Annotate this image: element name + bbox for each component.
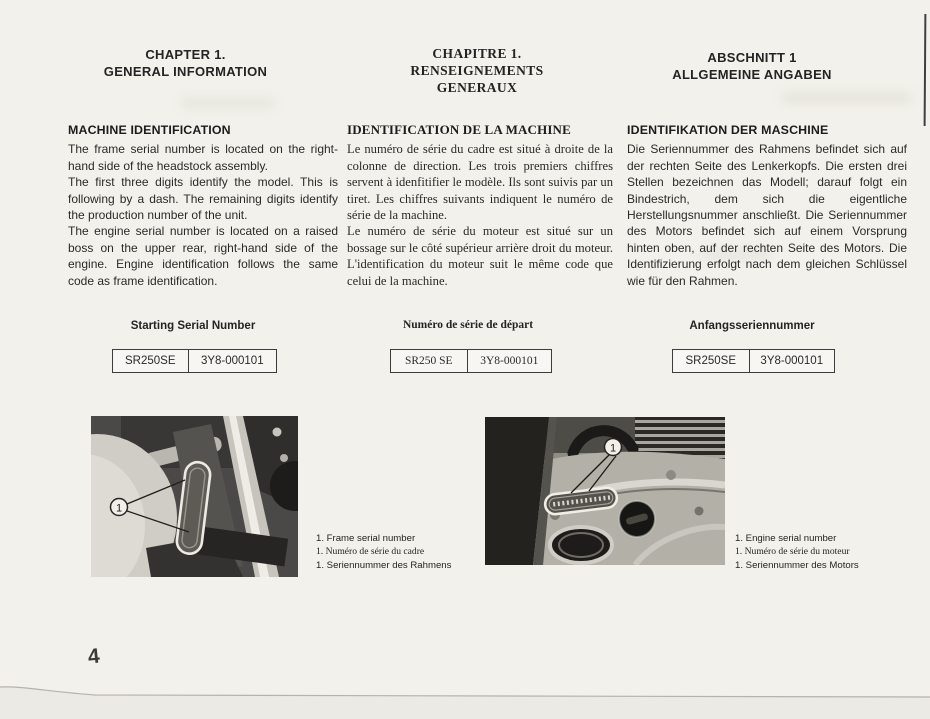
chapter-line: ABSCHNITT 1 (707, 50, 797, 65)
serial-model-cell: SR250 SE (404, 355, 453, 367)
chapter-line: RENSEIGNEMENTS (410, 63, 544, 78)
serial-label-fr: Numéro de série de départ (402, 319, 534, 331)
serial-label-en: Starting Serial Number (130, 320, 256, 332)
chapter-heading-de (635, 49, 869, 83)
chapter-heading-en (68, 46, 303, 80)
caption-line-de: 1. Seriennummer des Motors (735, 559, 859, 571)
scan-bleedthrough (782, 92, 912, 104)
caption-line-fr: 1. Numéro de série du cadre (316, 546, 425, 558)
frame-serial-photo (91, 416, 298, 577)
serial-table-fr (390, 349, 552, 373)
chapter-heading-fr (360, 45, 594, 96)
serial-model-cell: SR250SE (685, 355, 737, 367)
engine-serial-captions (735, 532, 859, 572)
caption-line-en: 1. Frame serial number (316, 533, 416, 544)
body-column-de (627, 122, 907, 289)
body-column-fr (347, 122, 613, 289)
section-heading: MACHINE IDENTIFICATION (68, 123, 231, 137)
chapter-line: ALLGEMEINE ANGABEN (672, 67, 832, 82)
body-paragraph: The first three digits identify the model. This is following by a dash. The remaining digits identify the production number of the unit. (68, 175, 338, 223)
caption-line-fr: 1. Numéro de série du moteur (735, 546, 850, 558)
body-paragraph: The frame serial number is located on the right-hand side of the headstock assembly. (68, 142, 338, 173)
engine-serial-photo (485, 417, 725, 565)
chapter-line: GENERAUX (436, 80, 518, 95)
chapter-line: CHAPTER 1. (145, 47, 226, 62)
serial-table-en (112, 349, 277, 373)
serial-label-de: Anfangsseriennummer (689, 320, 815, 332)
caption-line-de: 1. Seriennummer des Rahmens (316, 559, 452, 571)
body-paragraph: Die Seriennummer des Rahmens befindet sich auf der rechten Seite des Lenkerkopfs. Die ersten drei Stellen bezeichnen das Modell; darauf folgt ein Bindestrich, dem sich die eigentliche Herstellungsnummer anschließt. Die Seriennummer des Motors befindet sich auf einem Vorsprung hinten oben, auf der rechten Seite des Motors. Die Identifizierung erfolgt nach dem gleichen Schlüssel wie für den Rahmen. (627, 142, 907, 288)
serial-number-cell: 3Y8-000101 (467, 350, 551, 372)
page-edge-curve (0, 660, 930, 719)
caption-line-en: 1. Engine serial number (735, 533, 837, 544)
section-heading: IDENTIFICATION DE LA MACHINE (347, 122, 571, 137)
serial-model-cell: SR250SE (125, 355, 176, 367)
section-heading: IDENTIFIKATION DER MASCHINE (627, 123, 829, 137)
serial-number-cell: 3Y8-000101 (749, 350, 834, 372)
body-paragraph: Le numéro de série du cadre est situé à droite de la colonne de direction. Les trois premiers chiffres servent à idenfitifier le modèle. Ils sont suivis par un tiret. Les chiffres suivants indiquent le numéro de série de la machine. (347, 142, 613, 223)
callout-number: 1 (115, 502, 123, 515)
serial-table-de (672, 349, 835, 373)
scan-bleedthrough (180, 98, 275, 108)
body-paragraph: The engine serial number is located on a raised boss on the upper rear, right-hand side of the engine. Engine identification follows the same code as frame identification. (68, 224, 338, 288)
body-column-en (68, 122, 338, 289)
chapter-line: CHAPITRE 1. (432, 46, 522, 61)
page-number: 4 (86, 644, 101, 669)
body-paragraph: Le numéro de série du moteur est situé sur un bossage sur le côté supérieur arrière droit du moteur. L'identification du moteur suit le même code que celui de la machine. (347, 224, 613, 288)
frame-serial-photo-art (91, 416, 298, 577)
chapter-line: GENERAL INFORMATION (103, 64, 268, 79)
serial-number-cell: 3Y8-000101 (188, 350, 276, 372)
callout-number: 1 (609, 442, 617, 455)
binding-edge-mark (924, 14, 927, 126)
engine-serial-photo-art (485, 417, 725, 565)
frame-serial-captions (316, 532, 451, 572)
